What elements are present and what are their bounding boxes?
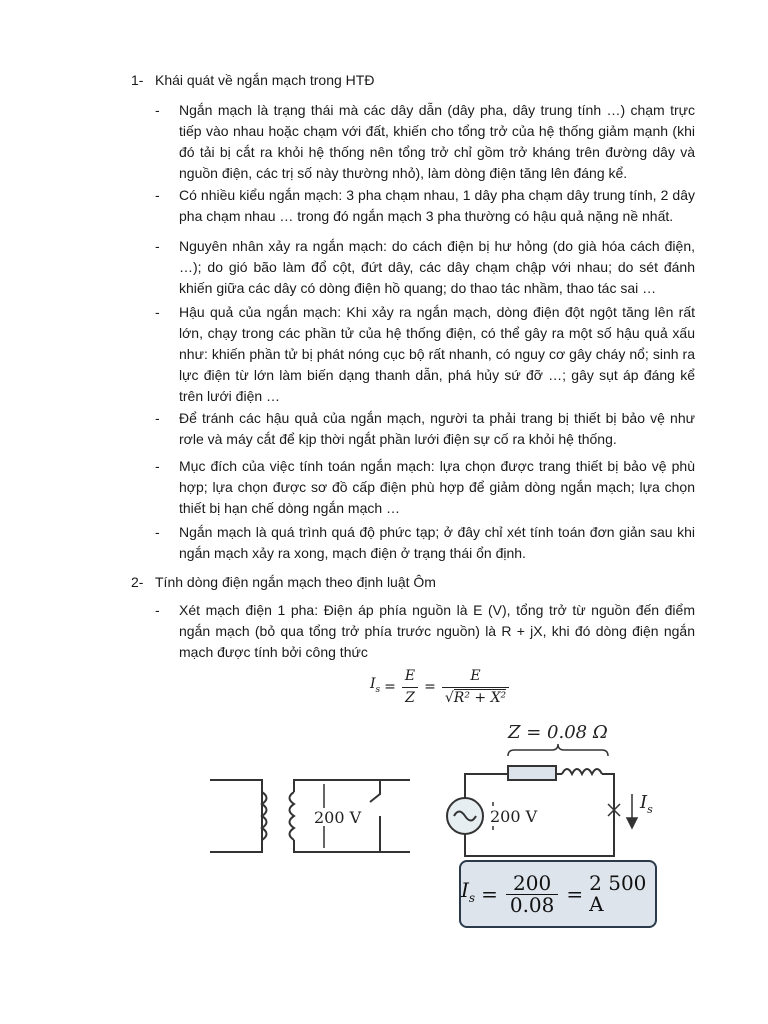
bullet-dash: -: [155, 187, 160, 203]
section-number: 1-: [131, 72, 144, 88]
list-item: [155, 236, 695, 299]
bullet-dash: -: [155, 410, 160, 426]
result-formula-box: [459, 860, 657, 928]
formula-lhs: $I_s$: [370, 676, 381, 695]
current-arrow-icon: [627, 794, 637, 828]
result-fraction: $\frac{200}{0.08}$: [506, 873, 559, 916]
section-1-heading: [131, 70, 691, 91]
equals-sign: =: [481, 881, 498, 906]
equals-sign: =: [566, 881, 584, 906]
list-item: [155, 600, 695, 663]
equals-sign: =: [384, 679, 396, 695]
fraction-e-over-sqrt: $\frac{E}{\text{√R² + X²}}$: [442, 666, 509, 709]
bullet-dash: -: [155, 602, 160, 618]
bullet-dash: -: [155, 458, 160, 474]
bullet-dash: -: [155, 524, 160, 540]
section-number: 2-: [131, 574, 144, 590]
result-lhs: $I_s$: [461, 877, 476, 905]
bullet-dash: -: [155, 304, 160, 320]
list-item: [155, 522, 695, 564]
ac-source-icon: [447, 798, 483, 834]
section-title: Khái quát về ngắn mạch trong HTĐ: [155, 72, 375, 88]
paragraph: Hậu quả của ngắn mạch: Khi xảy ra ngắn mạch, dòng điện đột ngột tăng lên rất lớn, chạy trong các phần tử của hệ thống điện, có thể gây ra một số hậu quả xấu như: khiến phần tử bị phát nóng cục bộ rất nhanh, có nguy cơ gây cháy nổ; sinh ra lực điện từ lớn làm biến dạng thanh dẫn, phá hủy sứ đỡ …; gây sụt áp đáng kể trên lưới điện …: [179, 304, 695, 404]
voltage-right-label: 200 V: [490, 807, 538, 826]
paragraph: Có nhiều kiểu ngắn mạch: 3 pha chạm nhau, 1 dây pha chạm dây trung tính, 2 dây pha chạm nhau … trong đó ngắn mạch 3 pha thường có hậu quả nặng nề nhất.: [179, 187, 695, 224]
list-item: [155, 302, 695, 407]
bullet-dash: -: [155, 102, 160, 118]
equals-sign: =: [424, 679, 436, 695]
circuit-diagram: [190, 722, 660, 872]
paragraph: Để tránh các hậu quả của ngắn mạch, người ta phải trang bị thiết bị bảo vệ như rơle và máy cắt để kịp thời ngắt phần lưới điện sự cố ra khỏi hệ thống.: [179, 410, 695, 447]
list-item: [155, 456, 695, 519]
paragraph: Nguyên nhân xảy ra ngắn mạch: do cách điện bị hư hỏng (do già hóa cách điện, …); do gió bão làm đổ cột, đứt dây, các dây chạm chập với nhau; do sét đánh khiến giữa các dây có dòng điện hồ quang; do thao tác nhầm, thao tác sai …: [179, 238, 695, 296]
short-circuit: [465, 766, 614, 856]
paragraph: Ngắn mạch là quá trình quá độ phức tạp; ở đây chỉ xét tính toán đơn giản sau khi ngắn mạch xảy ra xong, mạch điện ở trạng thái ổn định.: [179, 524, 695, 561]
paragraph: Mục đích của việc tính toán ngắn mạch: lựa chọn được trang thiết bị bảo vệ phù hợp; lựa chọn được sơ đồ cấp điện phù hợp để giảm dòng ngắn mạch; lựa chọn thiết bị hạn chế dòng ngắn mạch …: [179, 458, 695, 516]
list-item: [155, 100, 695, 184]
fraction-e-over-z: $\frac{E}{Z}$: [402, 666, 418, 709]
section-2-heading: [131, 572, 691, 593]
short-circuit-formula: [370, 666, 511, 709]
result-value: 2 500 A: [589, 871, 647, 916]
list-item: [155, 185, 695, 227]
impedance-brace: [508, 744, 608, 756]
voltage-left-label: 200 V: [314, 808, 362, 827]
paragraph: Ngắn mạch là trạng thái mà các dây dẫn (dây pha, dây trung tính …) chạm trực tiếp vào nhau hoặc chạm với đất, khiến cho tổng trở của hệ thống giảm mạnh (khi đó tải bị cắt ra khỏi hệ thống nên tổng trở chỉ gồm trở kháng trên đường dây và nguồn điện, các trị số này thường nhỏ), làm dòng điện tăng lên đáng kể.: [179, 102, 695, 181]
list-item: [155, 408, 695, 450]
transformer-circuit: [210, 780, 410, 852]
impedance-label: Z = 0.08 Ω: [508, 722, 608, 743]
section-title: Tính dòng điện ngắn mạch theo định luật Ôm: [155, 574, 436, 590]
current-label: $I_s$: [640, 792, 653, 816]
paragraph: Xét mạch điện 1 pha: Điện áp phía nguồn là E (V), tổng trở từ nguồn đến điểm ngắn mạch (bỏ qua tổng trở phía trước nguồn) là R + jX, khi đó dòng điện ngắn mạch được tính bởi công thức: [179, 602, 695, 660]
bullet-dash: -: [155, 238, 160, 254]
